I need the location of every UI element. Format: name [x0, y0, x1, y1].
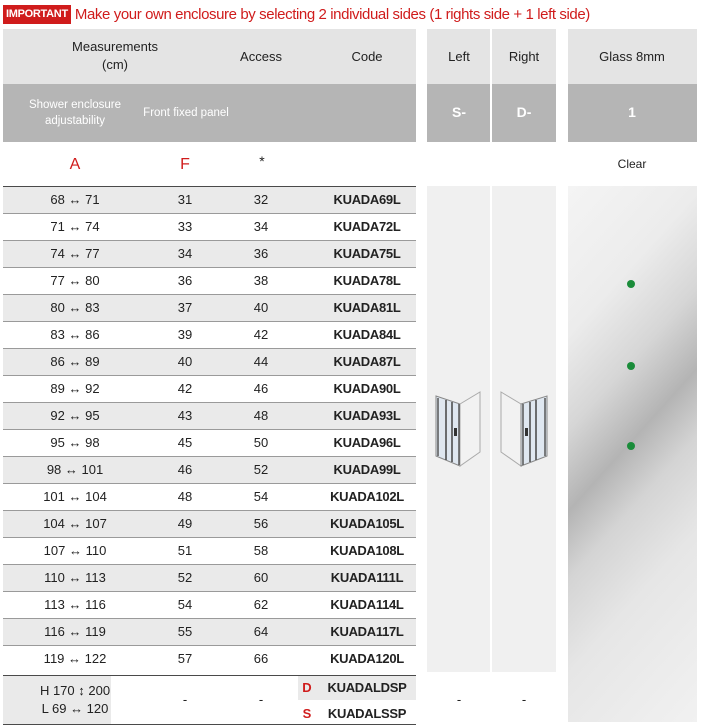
row-divider	[3, 591, 416, 592]
cell-front-panel: 51	[177, 543, 193, 558]
cell-code: KUADA75L	[333, 246, 401, 261]
header-right: Right	[508, 49, 540, 64]
subheader-right-code: D-	[516, 104, 532, 120]
table-row	[3, 645, 416, 672]
row-divider	[3, 186, 416, 187]
cell-access: 48	[253, 408, 269, 423]
left-side-panel-illustration	[430, 388, 486, 468]
cell-access: 56	[253, 516, 269, 531]
important-banner	[3, 4, 590, 24]
subheader-front-panel: Front fixed panel	[143, 107, 229, 119]
cell-access: 54	[253, 489, 269, 504]
green-dot-marker	[627, 442, 635, 450]
cell-front-panel: 45	[177, 435, 193, 450]
table-row	[3, 213, 416, 240]
subheader-adjustability: Shower enclosure adjustability	[28, 99, 122, 127]
cell-front-panel: 37	[177, 300, 193, 315]
cell-front-panel: 40	[177, 354, 193, 369]
cell-front-panel: 49	[177, 516, 193, 531]
row-divider	[3, 294, 416, 295]
cell-code: KUADA81L	[333, 300, 401, 315]
row-divider	[3, 213, 416, 214]
table-row	[3, 510, 416, 537]
row-divider	[3, 564, 416, 565]
cell-access: 40	[253, 300, 269, 315]
cell-range: 113 ↔ 116	[44, 597, 106, 612]
cell-range: 80 ↔ 83	[50, 300, 100, 315]
row-divider	[3, 537, 416, 538]
cell-range: 83 ↔ 86	[50, 327, 100, 342]
header-measurements: Measurements (cm)	[72, 39, 158, 72]
cell-front-panel: 39	[177, 327, 193, 342]
row-divider	[3, 267, 416, 268]
table-row	[3, 537, 416, 564]
footer-s-letter: S	[302, 706, 312, 721]
row-divider	[3, 348, 416, 349]
cell-front-panel: 42	[177, 381, 193, 396]
table-row	[3, 618, 416, 645]
cell-access: 38	[253, 273, 269, 288]
cell-front-panel: 57	[177, 651, 193, 666]
header-access: Access	[240, 49, 282, 64]
cell-access: 34	[253, 219, 269, 234]
footer-f-dash: -	[182, 692, 188, 707]
cell-access: 42	[253, 327, 269, 342]
table-row	[3, 429, 416, 456]
cell-code: KUADA99L	[333, 462, 401, 477]
header-glass: Glass 8mm	[599, 49, 665, 64]
cell-front-panel: 48	[177, 489, 193, 504]
right-side-panel-illustration	[497, 388, 553, 468]
label-star: *	[259, 153, 265, 169]
cell-front-panel: 31	[177, 192, 193, 207]
label-clear: Clear	[617, 157, 647, 171]
cell-range: 101 ↔ 104	[43, 489, 107, 504]
cell-range: 110 ↔ 113	[44, 570, 106, 585]
cell-access: 46	[253, 381, 269, 396]
cell-access: 44	[253, 354, 269, 369]
footer-access-dash: -	[258, 692, 264, 707]
cell-front-panel: 43	[177, 408, 193, 423]
cell-code: KUADA117L	[330, 624, 404, 639]
table-row	[3, 456, 416, 483]
cell-access: 32	[253, 192, 269, 207]
row-divider	[3, 375, 416, 376]
label-a: A	[69, 156, 81, 173]
header-left: Left	[448, 49, 470, 64]
cell-access: 66	[253, 651, 269, 666]
footer-right-dash: -	[521, 692, 527, 707]
table-row	[3, 240, 416, 267]
cell-range: 71 ↔ 74	[50, 219, 100, 234]
row-divider	[3, 429, 416, 430]
cell-code: KUADA120L	[330, 651, 404, 666]
subheader-left-code: S-	[452, 104, 466, 120]
table-row	[3, 375, 416, 402]
cell-access: 58	[253, 543, 269, 558]
subheader-glass-code: 1	[628, 104, 636, 120]
cell-range: 77 ↔ 80	[50, 273, 100, 288]
row-divider	[3, 402, 416, 403]
row-divider	[3, 321, 416, 322]
cell-code: KUADA72L	[333, 219, 401, 234]
footer-s-code: KUADALSSP	[327, 706, 407, 721]
cell-code: KUADA102L	[330, 489, 404, 504]
table-row	[3, 294, 416, 321]
cell-access: 62	[253, 597, 269, 612]
cell-range: 74 ↔ 77	[50, 246, 100, 261]
cell-range: 95 ↔ 98	[50, 435, 100, 450]
table-row	[3, 483, 416, 510]
header-code: Code	[351, 49, 383, 64]
footer-length-range: L 69 ↔ 120	[41, 701, 109, 716]
table-row	[3, 348, 416, 375]
footer-left-dash: -	[456, 692, 462, 707]
cell-access: 60	[253, 570, 269, 585]
cell-range: 98 ↔ 101	[46, 462, 104, 477]
cell-range: 86 ↔ 89	[50, 354, 100, 369]
table-row	[3, 321, 416, 348]
footer-height-range: H 170 ↕ 200	[39, 683, 111, 698]
row-divider	[3, 240, 416, 241]
cell-front-panel: 54	[177, 597, 193, 612]
banner-text: Make your own enclosure by selecting 2 individual sides (1 rights side + 1 left side)	[74, 5, 590, 23]
cell-code: KUADA108L	[330, 543, 404, 558]
cell-code: KUADA114L	[330, 597, 404, 612]
label-f: F	[180, 156, 190, 173]
row-divider	[3, 483, 416, 484]
cell-range: 92 ↔ 95	[50, 408, 100, 423]
cell-range: 119 ↔ 122	[43, 651, 107, 666]
green-dot-marker	[627, 362, 635, 370]
cell-access: 50	[253, 435, 269, 450]
row-divider	[3, 618, 416, 619]
cell-front-panel: 46	[177, 462, 193, 477]
cell-range: 104 ↔ 107	[43, 516, 107, 531]
table-row	[3, 186, 416, 213]
row-divider	[3, 456, 416, 457]
table-row	[3, 402, 416, 429]
glass-clear-swatch	[568, 186, 697, 722]
cell-code: KUADA87L	[333, 354, 401, 369]
cell-range: 107 ↔ 110	[43, 543, 107, 558]
table-row	[3, 564, 416, 591]
footer-d-letter: D	[302, 680, 312, 695]
cell-access: 52	[253, 462, 269, 477]
cell-front-panel: 33	[177, 219, 193, 234]
cell-front-panel: 52	[177, 570, 193, 585]
cell-code: KUADA93L	[333, 408, 401, 423]
cell-range: 68 ↔ 71	[50, 192, 100, 207]
cell-front-panel: 34	[177, 246, 193, 261]
cell-range: 116 ↔ 119	[44, 624, 106, 639]
cell-access: 36	[253, 246, 269, 261]
row-divider	[3, 645, 416, 646]
footer-bottom-rule	[3, 724, 416, 725]
cell-code: KUADA90L	[333, 381, 401, 396]
cell-access: 64	[253, 624, 269, 639]
cell-code: KUADA111L	[330, 570, 404, 585]
green-dot-marker	[627, 280, 635, 288]
table-row	[3, 591, 416, 618]
cell-front-panel: 36	[177, 273, 193, 288]
important-badge: IMPORTANT	[3, 5, 71, 24]
cell-code: KUADA105L	[330, 516, 404, 531]
cell-range: 89 ↔ 92	[50, 381, 100, 396]
cell-code: KUADA96L	[333, 435, 401, 450]
row-divider	[3, 510, 416, 511]
table-row	[3, 267, 416, 294]
cell-front-panel: 55	[177, 624, 193, 639]
cell-code: KUADA78L	[333, 273, 401, 288]
cell-code: KUADA69L	[333, 192, 401, 207]
cell-code: KUADA84L	[333, 327, 401, 342]
footer-d-code: KUADALDSP	[327, 680, 407, 695]
